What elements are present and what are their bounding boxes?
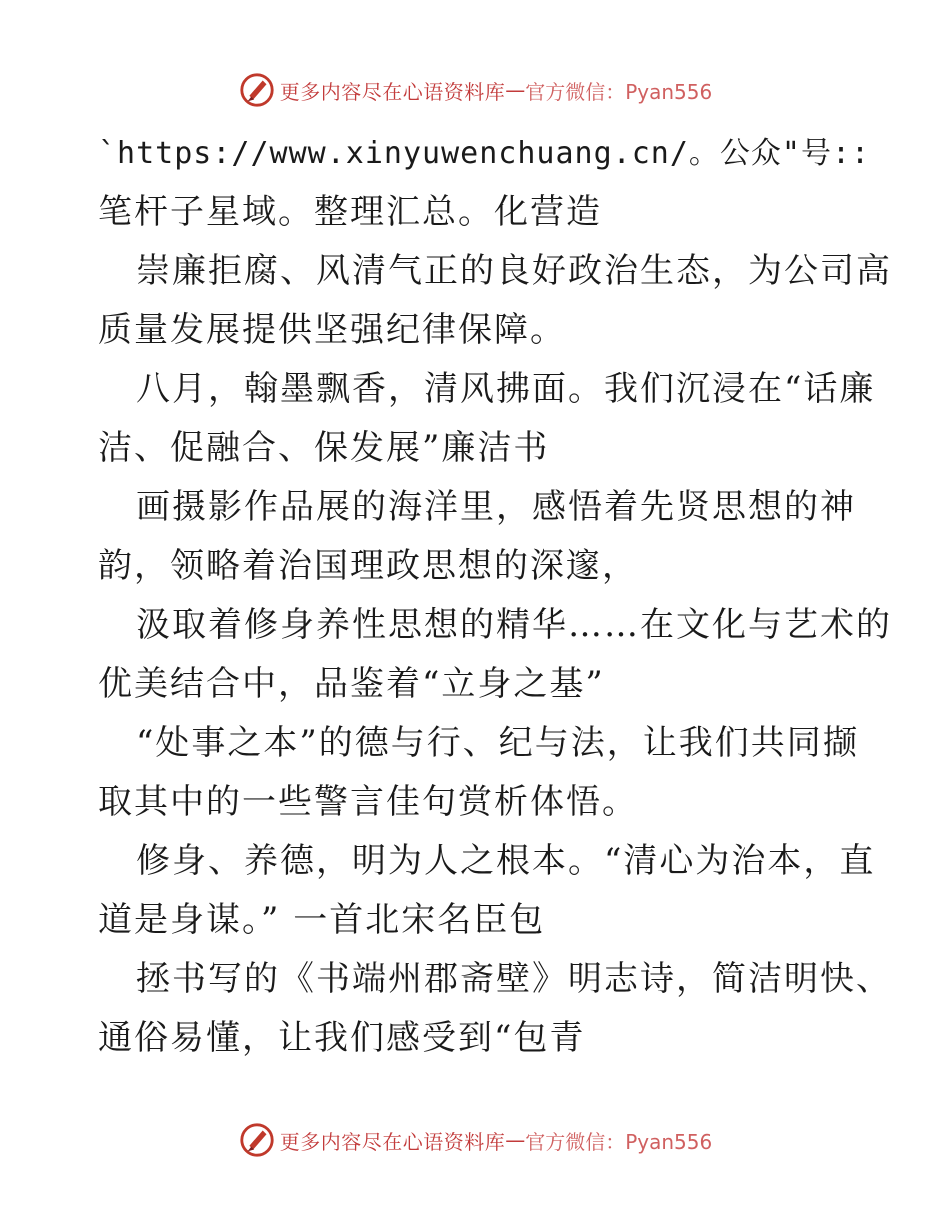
text-line: 道是身谋。” 一首北宋名臣包 (98, 900, 546, 940)
text-line: 质量发展提供坚强纪律保障。 (98, 310, 566, 350)
text-line: 崇廉拒腐、风清气正的良好政治生态，为公司高 (136, 251, 892, 291)
text-line: 画摄影作品展的海洋里，感悟着先贤思想的神 (136, 487, 856, 527)
text-line: 通俗易懂，让我们感受到“包青 (98, 1018, 586, 1058)
text-line: 洁、促融合、保发展”廉洁书 (98, 428, 550, 468)
text-line: 笔杆子星域。整理汇总。化营造 (98, 192, 602, 232)
text-line: 拯书写的《书端州郡斋壁》明志诗，简洁明快、 (136, 959, 892, 999)
text-line: 八月，翰墨飘香，清风拂面。我们沉浸在“话廉 (136, 369, 876, 409)
banner-text: 更多内容尽在心语资料库 (279, 1129, 506, 1154)
banner-separator: — (505, 78, 526, 102)
text-line: “处事之本”的德与行、纪与法，让我们共同撷 (136, 723, 859, 763)
banner-wechat: 官方微信：Pyan556 (525, 79, 713, 104)
brand-logo-icon (238, 71, 276, 109)
text-line: 优美结合中，品鉴着“立身之基” (98, 664, 605, 704)
text-line: `https://www.xinyuwenchuang.cn/。公众"号:: (98, 136, 871, 171)
document-body (98, 124, 892, 1068)
banner-wechat: 官方微信：Pyan556 (525, 1129, 713, 1154)
banner-text: 更多内容尽在心语资料库 (279, 79, 506, 104)
text-line: 取其中的一些警言佳句赏析体悟。 (98, 782, 638, 822)
header-banner (0, 70, 950, 110)
text-line: 汲取着修身养性思想的精华……在文化与艺术的 (136, 605, 892, 645)
text-line: 韵，领略着治国理政思想的深邃， (98, 546, 638, 586)
footer-banner (0, 1120, 950, 1160)
banner-separator: — (505, 1128, 526, 1152)
text-line: 修身、养德，明为人之根本。“清心为治本，直 (136, 841, 876, 881)
brand-logo-icon (238, 1121, 276, 1159)
